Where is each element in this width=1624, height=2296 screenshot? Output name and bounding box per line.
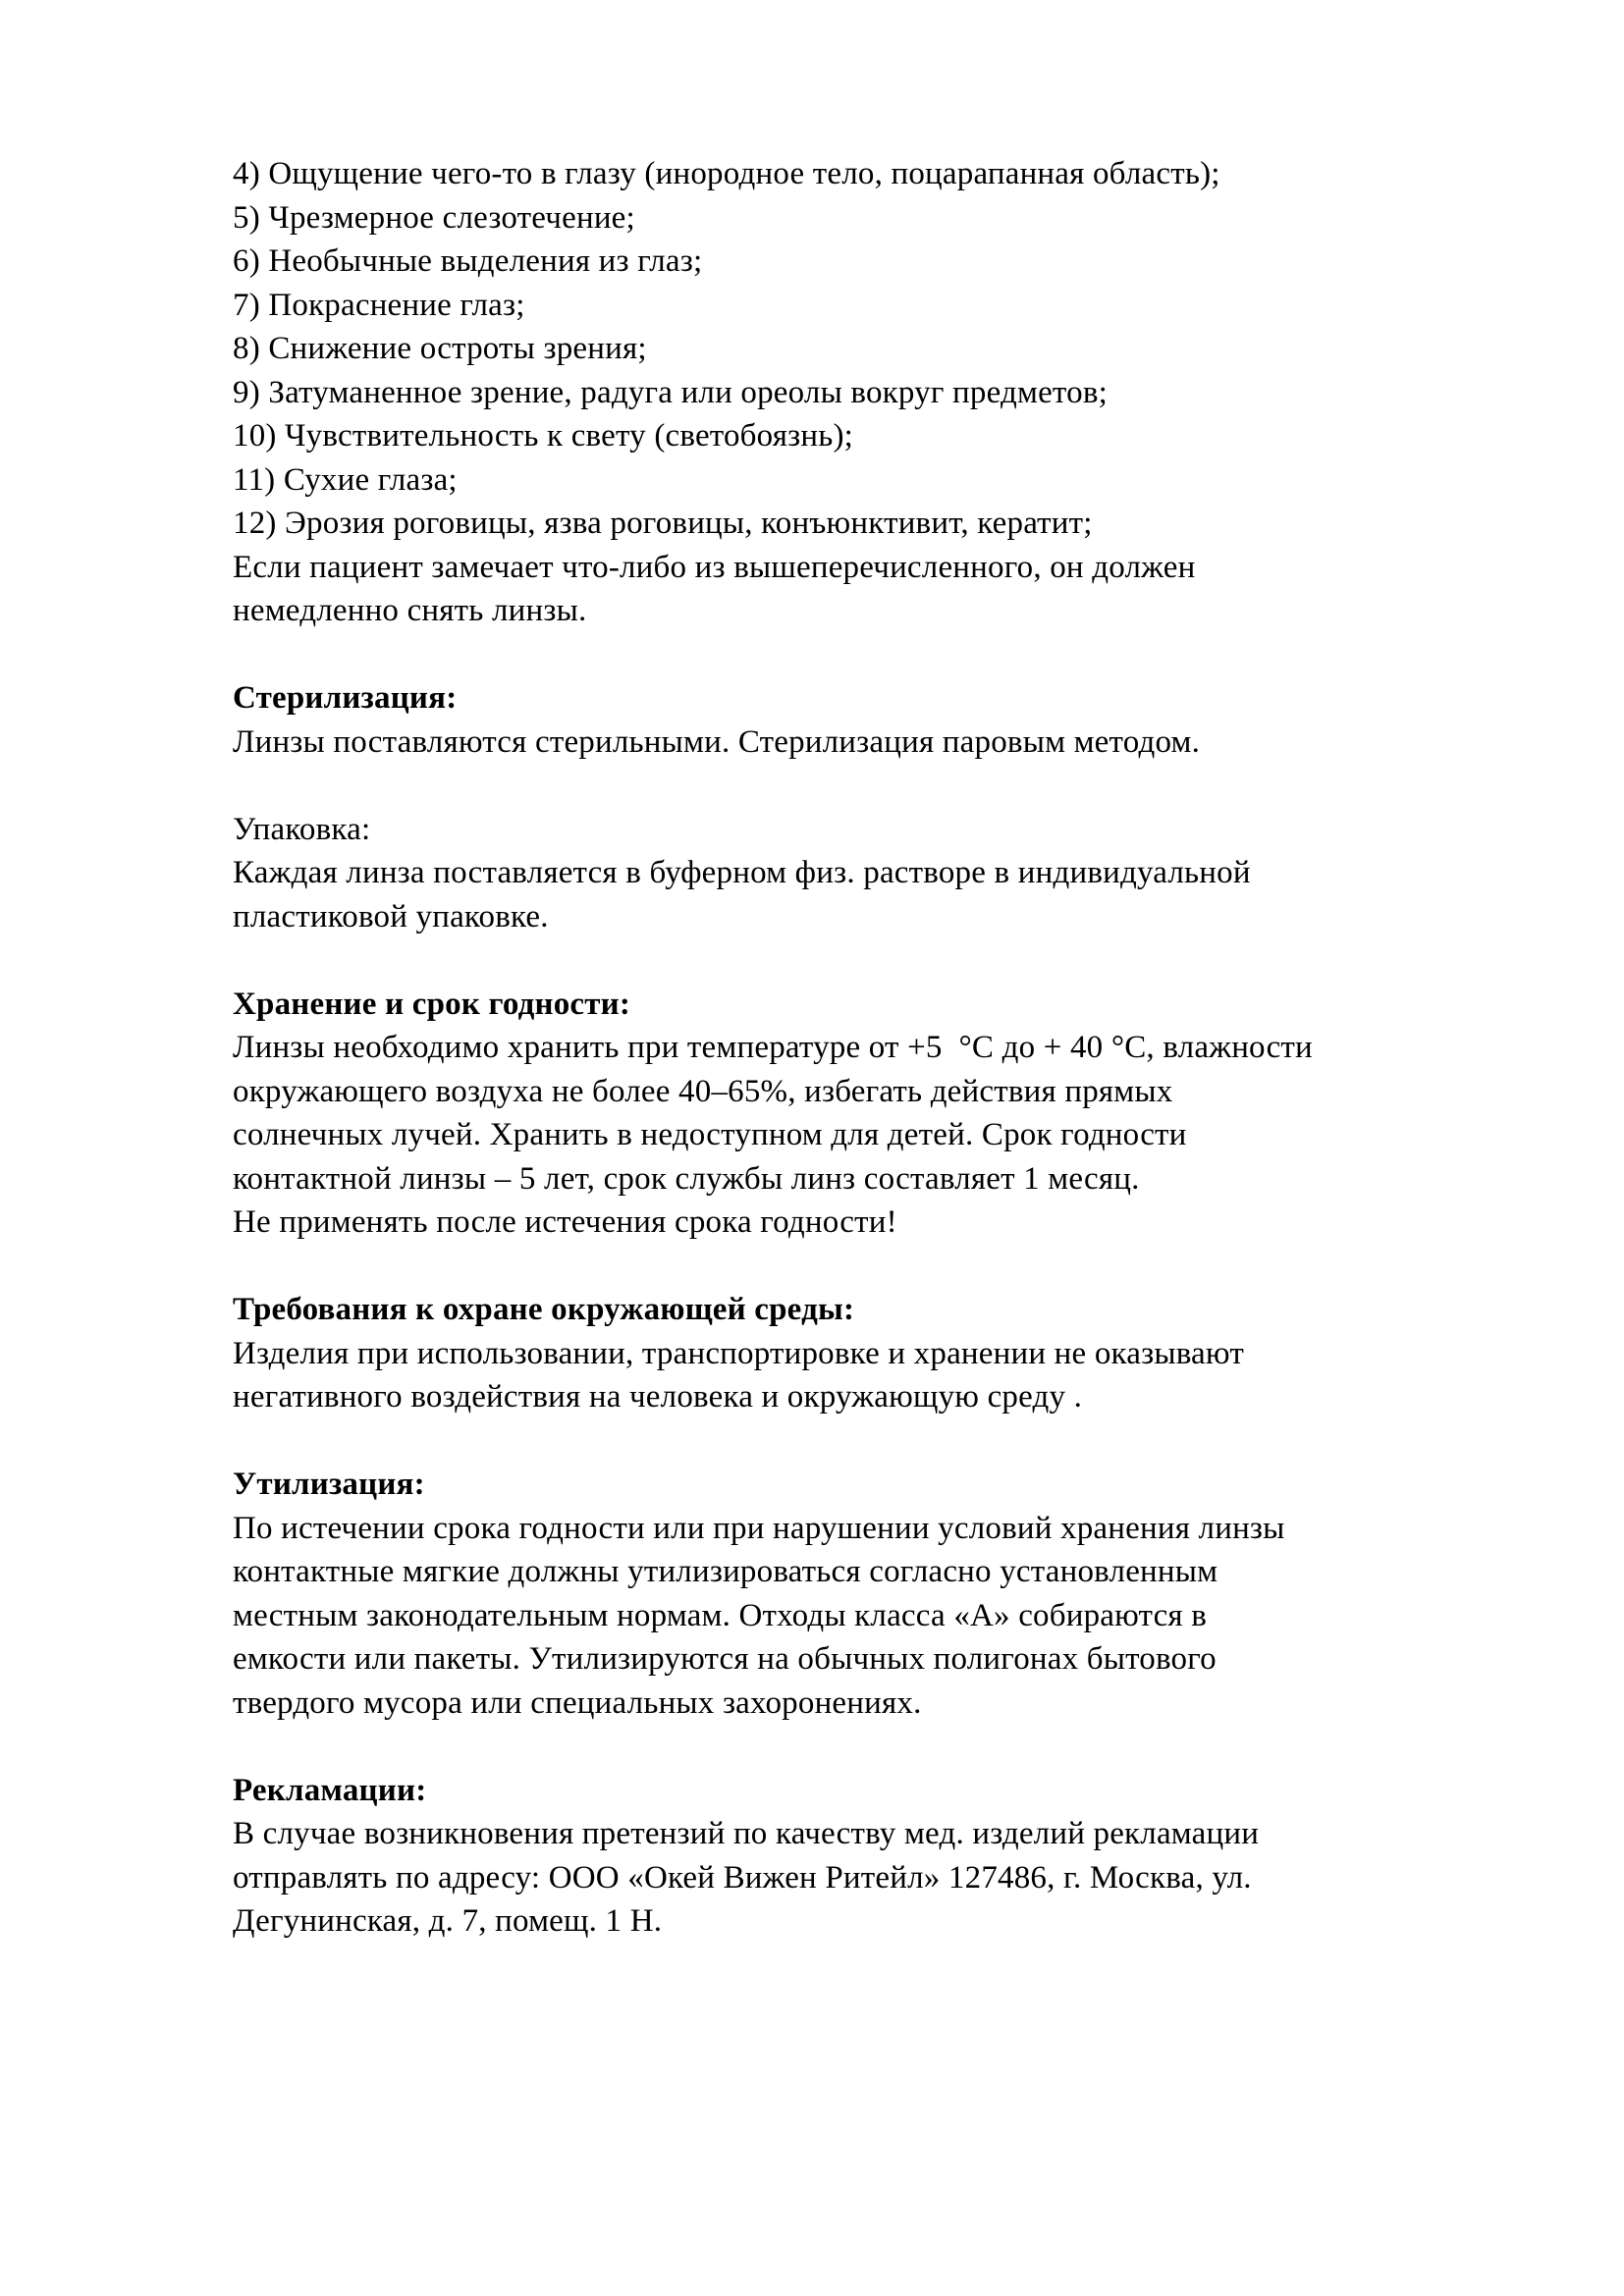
- paragraph-spacer: [233, 633, 1509, 677]
- text-line: 9) Затуманенное зрение, радуга или ореолы вокруг предметов;: [233, 374, 1108, 410]
- document-page: [233, 152, 1509, 1944]
- section-heading: Требования к охране окружающей среды:: [233, 1292, 855, 1327]
- text-line: Дегунинская, д. 7, помещ. 1 Н.: [233, 1903, 663, 1939]
- section-label: Упаковка:: [233, 811, 371, 847]
- text-line: местным законодательным нормам. Отходы класса «А» собираются в: [233, 1597, 1208, 1633]
- text-line: немедленно снять линзы.: [233, 593, 587, 628]
- text-line: Линзы необходимо хранить при температуре от +5 °С до + 40 °С, влажности: [233, 1030, 1313, 1065]
- text-line: пластиковой упаковке.: [233, 898, 549, 934]
- text-line: негативного воздействия на человека и окружающую среду .: [233, 1379, 1083, 1415]
- section-heading: Хранение и срок годности:: [233, 986, 631, 1022]
- paragraph-spacer: [233, 764, 1509, 808]
- text-line: 4) Ощущение чего-то в глазу (инородное тело, поцарапанная область);: [233, 156, 1220, 191]
- text-line: 11) Сухие глаза;: [233, 461, 458, 498]
- text-line: По истечении срока годности или при нарушении условий хранения линзы: [233, 1510, 1285, 1546]
- paragraph-spacer: [233, 938, 1509, 983]
- text-line: Каждая линза поставляется в буферном физ. растворе в индивидуальной: [233, 855, 1251, 890]
- text-line: В случае возникновения претензий по качеству мед. изделий рекламации: [233, 1816, 1260, 1851]
- section-heading: Рекламации:: [233, 1772, 427, 1808]
- text-line: Не применять после истечения срока годности!: [233, 1204, 897, 1240]
- text-line: окружающего воздуха не более 40–65%, избегать действия прямых: [233, 1073, 1173, 1109]
- text-line: емкости или пакеты. Утилизируются на обычных полигонах бытового: [233, 1641, 1217, 1677]
- paragraph-spacer: [233, 1725, 1509, 1769]
- text-line: 7) Покраснение глаз;: [233, 287, 525, 323]
- text-line: Если пациент замечает что-либо из вышеперечисленного, он должен: [233, 549, 1196, 585]
- text-line: контактной линзы – 5 лет, срок службы линз составляет 1 месяц.: [233, 1160, 1140, 1197]
- text-line: 12) Эрозия роговицы, язва роговицы, конъюнктивит, кератит;: [233, 506, 1093, 541]
- text-line: 10) Чувствительность к свету (светобоязнь);: [233, 418, 854, 454]
- text-line: контактные мягкие должны утилизироваться согласно установленным: [233, 1554, 1218, 1589]
- document-body: [233, 152, 1509, 1944]
- text-line: отправлять по адресу: ООО «Окей Вижен Ритейл» 127486, г. Москва, ул.: [233, 1859, 1252, 1896]
- section-heading: Утилизация:: [233, 1467, 425, 1502]
- section-heading: Стерилизация:: [233, 680, 458, 716]
- text-line: солнечных лучей. Хранить в недоступном для детей. Срок годности: [233, 1117, 1187, 1152]
- text-line: 8) Снижение остроты зрения;: [233, 331, 647, 366]
- text-line: 5) Чрезмерное слезотечение;: [233, 199, 635, 236]
- text-line: Изделия при использовании, транспортировке и хранении не оказывают: [233, 1335, 1244, 1371]
- text-line: 6) Необычные выделения из глаз;: [233, 243, 703, 279]
- text-line: Линзы поставляются стерильными. Стерилизация паровым методом.: [233, 723, 1201, 760]
- paragraph-spacer: [233, 1419, 1509, 1464]
- paragraph-spacer: [233, 1245, 1509, 1289]
- text-line: твердого мусора или специальных захоронениях.: [233, 1684, 922, 1721]
